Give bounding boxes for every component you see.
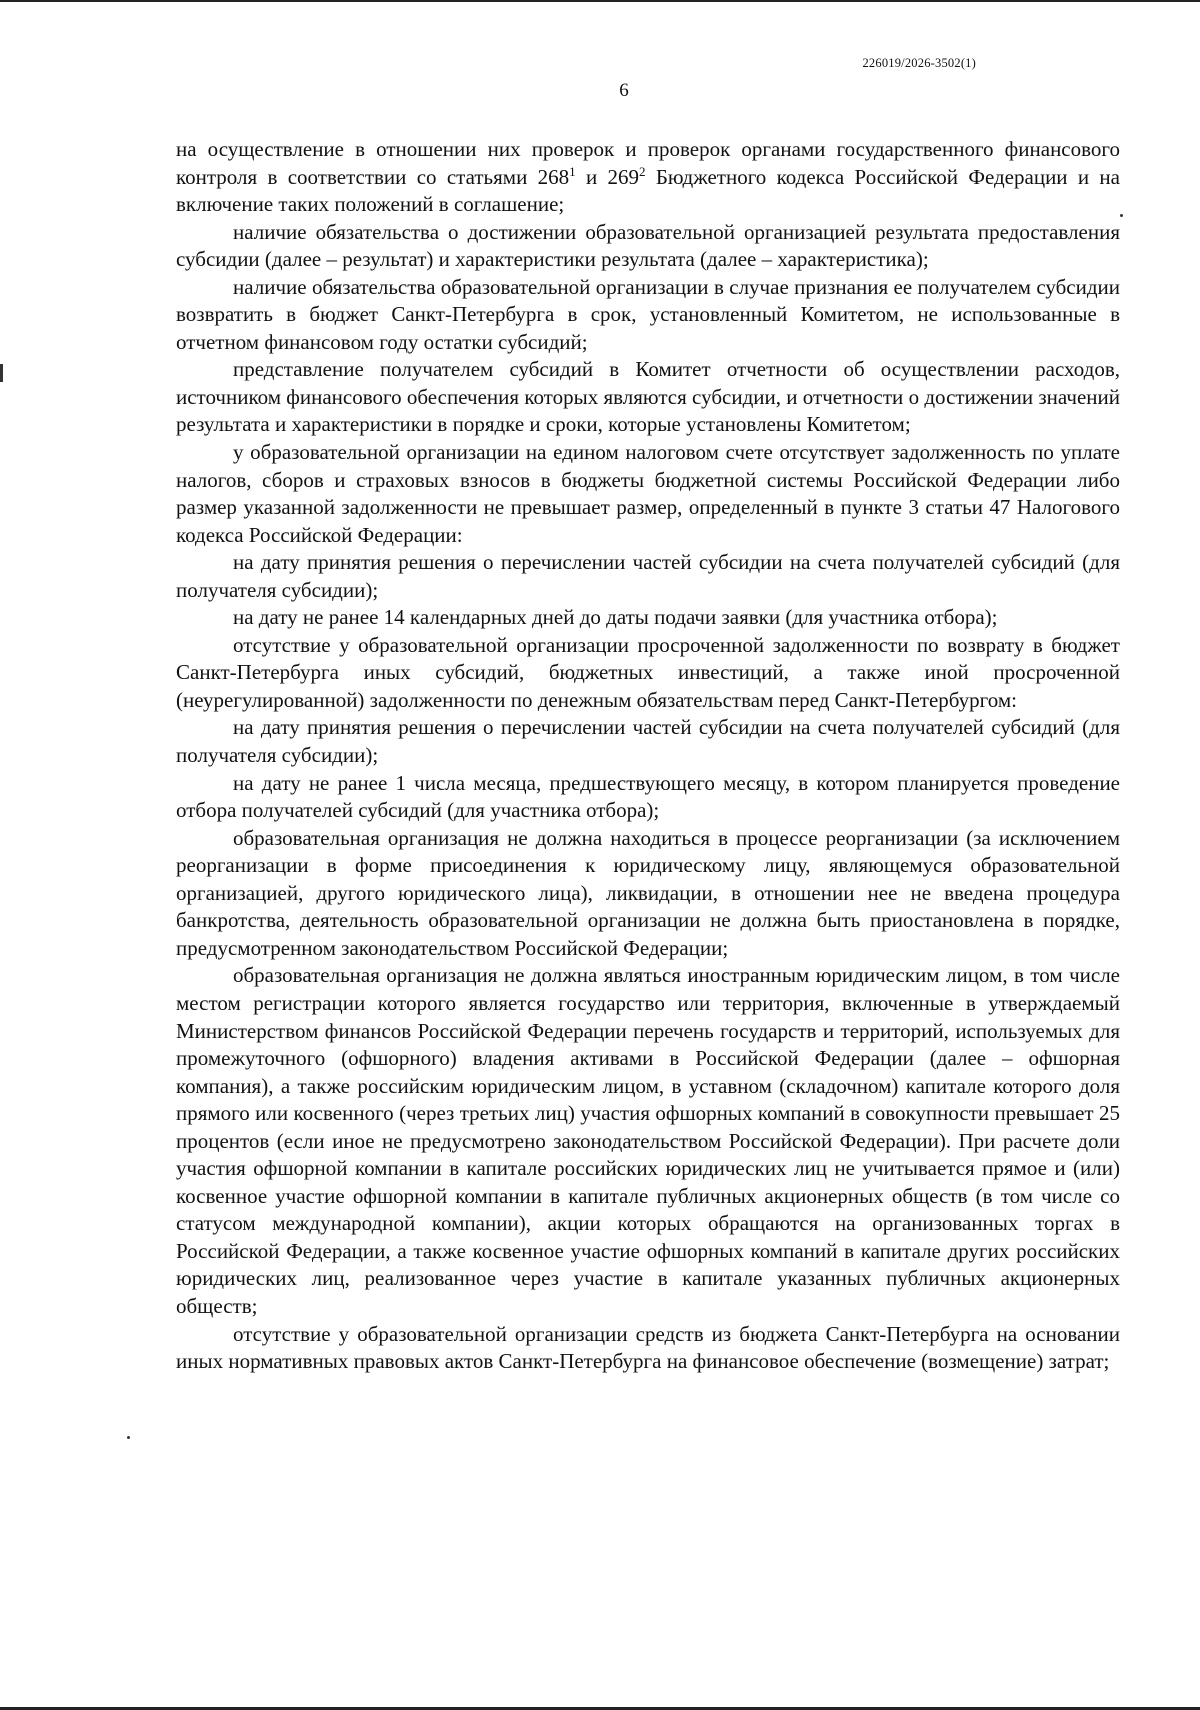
paragraph: наличие обязательства о достижении образовательной организацией результата предоставления субсидии (далее – результат) и характеристики результата (далее – характеристика); (176, 219, 1120, 272)
page-number: 6 (619, 80, 629, 101)
document-body (176, 136, 1120, 1376)
paragraph-1-text-end: Бюджетного кодекса Российской Федерации и на включение таких положений в соглашение; (176, 164, 1120, 217)
paragraph: на дату принятия решения о перечислении частей субсидии на счета получателей субсидий (для получателя субсидии); (176, 715, 1120, 768)
paragraph: представление получателем субсидий в Комитет отчетности об осуществлении расходов, источником финансового обеспечения которых являются субсидии, и отчетности о достижении значений результата и характеристики в порядке и сроки, которые установлены Комитетом; (176, 357, 1120, 437)
paragraph: отсутствие у образовательной организации средств из бюджета Санкт-Петербурга на основании иных нормативных правовых актов Санкт-Петербурга на финансовое обеспечение (возмещение) затрат; (176, 1321, 1120, 1374)
document-number: 226019/2026-3502(1) (862, 56, 976, 70)
paragraph: на дату не ранее 1 числа месяца, предшествующего месяцу, в котором планируется проведение отбора получателей субсидий (для участника отбора); (176, 770, 1120, 823)
superscript-2: 2 (639, 163, 646, 179)
paragraph-1-text-start: на осуществление в отношении них проверок и проверок органами государственного финансового контроля в соответствии со статьями 268 (176, 137, 1120, 189)
scan-margin-mark (0, 364, 3, 382)
scan-speck (1120, 214, 1123, 217)
paragraph: наличие обязательства образовательной организации в случае признания ее получателем субсидии возвратить в бюджет Санкт-Петербурга в срок, установленный Комитетом, не использованные в отчетном финансовом году остатки субсидий; (176, 274, 1120, 354)
scan-speck (127, 1436, 130, 1439)
paragraph: на дату принятия решения о перечислении частей субсидии на счета получателей субсидий (для получателя субсидии); (176, 550, 1120, 602)
paragraph: отсутствие у образовательной организации просроченной задолженности по возврату в бюджет Санкт-Петербурга иных субсидий, бюджетных инвестиций, а также иной просроченной (неурегулированной) задолженности по денежным обязательствам перед Санкт-Петербургом: (176, 632, 1120, 712)
scan-top-edge (0, 0, 1200, 2)
paragraph: образовательная организация не должна находиться в процессе реорганизации (за исключением реорганизации в форме присоединения к юридическому лицу, являющемуся образовательной организацией, другого юридического лица), ликвидации, в отношении нее не введена процедура банкротства, деятельность образовательной организации не должна быть приостановлена в порядке, предусмотренном законодательством Российской Федерации; (176, 825, 1120, 960)
superscript-1: 1 (569, 163, 576, 179)
paragraph-1 (176, 136, 1120, 219)
paragraph: у образовательной организации на едином налоговом счете отсутствует задолженность по уплате налогов, сборов и страховых взносов в бюджеты бюджетной системы Российской Федерации либо размер указанной задолженности не превышает размер, определенный в пункте 3 статьи 47 Налогового кодекса Российской Федерации: (176, 440, 1120, 547)
paragraph: на дату не ранее 14 календарных дней до даты подачи заявки (для участника отбора); (233, 605, 998, 630)
paragraph: образовательная организация не должна являться иностранным юридическим лицом, в том числе местом регистрации которого является государство или территория, включенные в утверждаемый Министерством финансов Российской Федерации перечень государств и территорий, используемых для промежуточного (офшорного) владения активами в Российской Федерации (далее – офшорная компания), а также российским юридическим лицом, в уставном (складочном) капитале которого доля прямого или косвенного (через третьих лиц) участия офшорных компаний в совокупности превышает 25 процентов (если иное не предусмотрено законодательством Российской Федерации). При расчете доли участия офшорной компании в капитале российских юридических лиц не учитывается прямое и (или) косвенное участие офшорной компании в капитале публичных акционерных обществ (в том числе со статусом международной компании), акции которых обращаются на организованных торгах в Российской Федерации, а также косвенное участие офшорных компаний в капитале других российских юридических лиц, реализованное через участие в капитале указанных публичных акционерных обществ; (176, 963, 1120, 1318)
paragraph-1-text-middle: и 269 (575, 164, 640, 189)
